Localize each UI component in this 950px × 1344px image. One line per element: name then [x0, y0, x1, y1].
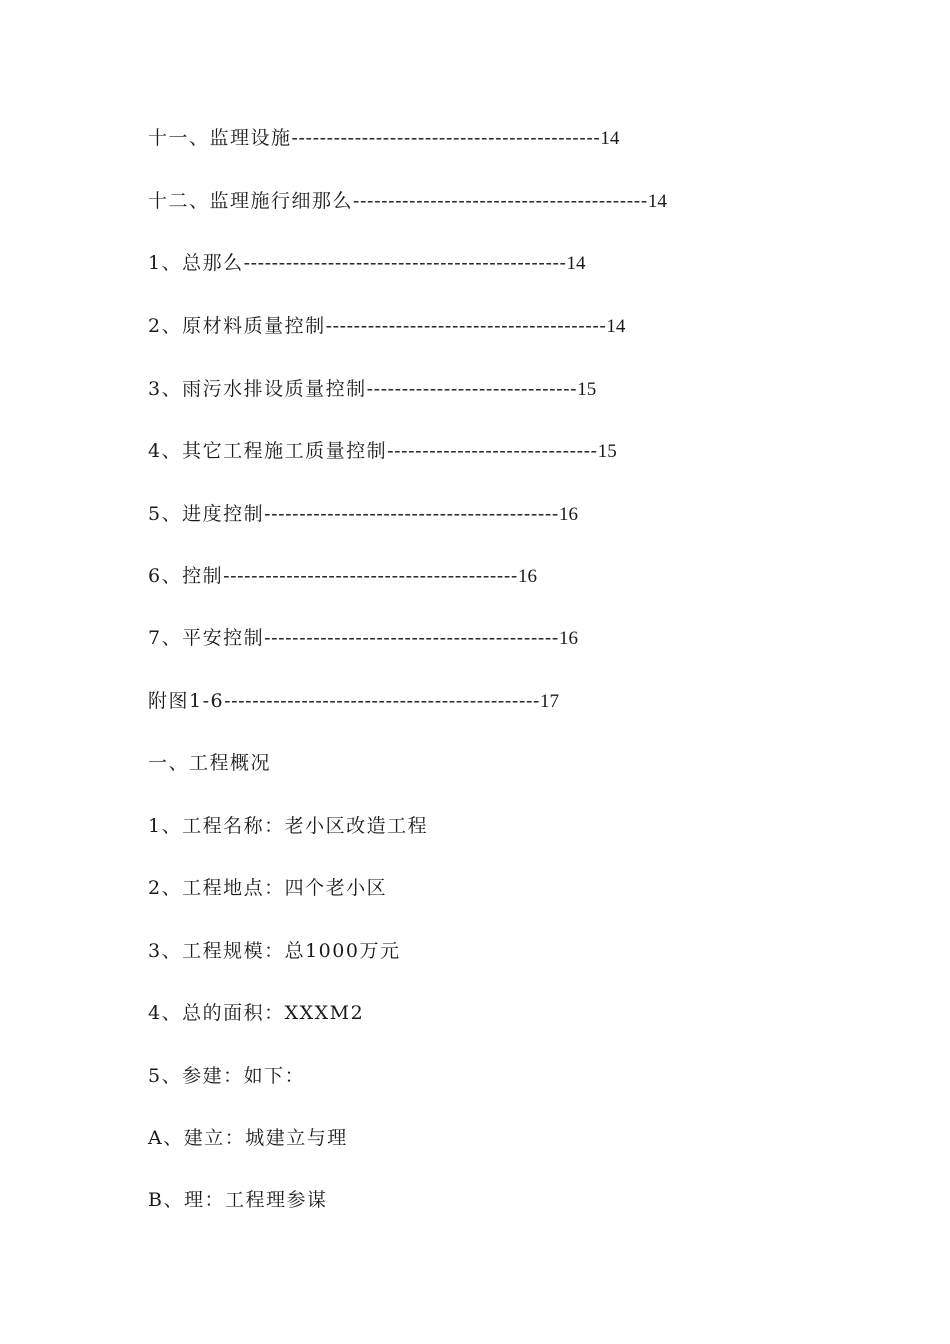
body-paragraph: 5、参建：如下： [148, 1065, 306, 1087]
toc-entry-title: 5、进度控制 [148, 503, 265, 525]
toc-entry-leader: ------------------------------ [366, 378, 578, 400]
toc-entry-page: 15 [597, 441, 617, 462]
body-paragraph: B、理：工程理参谋 [148, 1189, 328, 1211]
body-paragraph: 2、工程地点：四个老小区 [148, 877, 388, 899]
toc-entry-leader: ------------------------------ [387, 440, 598, 462]
toc-entry [148, 563, 537, 590]
toc-entry-leader: -------------------------------------------- [291, 127, 601, 149]
section-heading: 一、工程概况 [148, 752, 272, 774]
toc-entry [148, 501, 578, 528]
toc-entry [148, 688, 559, 715]
toc-entry [148, 625, 578, 652]
toc-entry-leader: ------------------------------------------ [264, 503, 559, 525]
toc-entry-page: 15 [577, 379, 597, 400]
toc-entry-title: 1、总那么 [148, 252, 244, 274]
toc-entry-page: 17 [540, 691, 560, 712]
toc-entry-page: 16 [517, 566, 537, 587]
toc-entry-leader: ------------------------------------------ [264, 627, 559, 649]
toc-entry-title: 3、雨污水排设质量控制 [148, 378, 367, 400]
toc-entry-leader: ---------------------------------------- [325, 315, 607, 337]
body-paragraph: A、建立：城建立与理 [148, 1127, 348, 1149]
body-paragraph: 4、总的面积：XXXM2 [148, 1002, 365, 1024]
toc-entry [148, 313, 625, 340]
toc-entry-title: 4、其它工程施工质量控制 [148, 440, 388, 462]
toc-entry-title: 6、控制 [148, 565, 224, 587]
body-paragraph: 3、工程规模：总1000万元 [148, 940, 401, 962]
toc-entry [148, 188, 667, 215]
toc-entry-leader: ---------------------------------------------- [243, 252, 567, 274]
toc-entry [148, 438, 617, 465]
toc-entry-leader: ------------------------------------------ [223, 565, 518, 587]
toc-entry-title: 7、平安控制 [148, 627, 265, 649]
toc-entry-title: 十二、监理施行细那么 [148, 190, 354, 212]
toc-entry-title: 十一、监理设施 [148, 127, 292, 149]
body-paragraph: 1、工程名称：老小区改造工程 [148, 815, 429, 837]
toc-entry-page: 14 [647, 191, 667, 212]
toc-entry-title: 附图1-6 [148, 690, 225, 712]
toc-entry-title: 2、原材料质量控制 [148, 315, 326, 337]
toc-entry-page: 14 [600, 128, 620, 149]
toc-entry [148, 250, 586, 277]
toc-entry [148, 376, 596, 403]
toc-entry-page: 14 [606, 316, 626, 337]
toc-entry-page: 16 [558, 504, 578, 525]
toc-entry-page: 16 [558, 628, 578, 649]
toc-entry-leader: ------------------------------------------ [353, 190, 648, 212]
toc-entry [148, 125, 619, 152]
toc-entry-leader: --------------------------------------------- [224, 690, 541, 712]
toc-entry-page: 14 [566, 253, 586, 274]
